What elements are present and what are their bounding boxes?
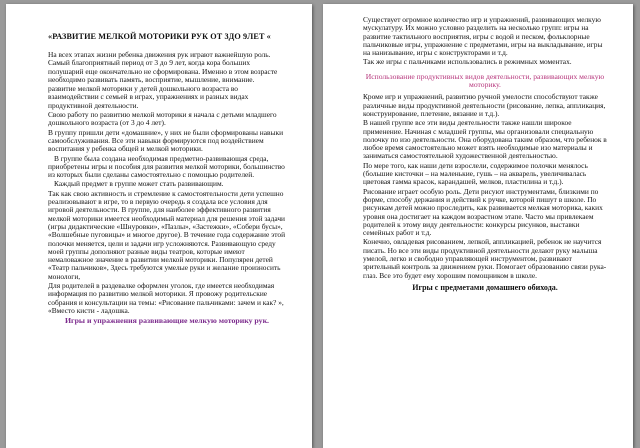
paragraph: Каждый предмет в группе может стать развивающим. [54, 179, 224, 189]
paragraph: Так же игры с пальчиками использовались в режимных моментах. [363, 57, 572, 67]
document-title: «РАЗВИТИЕ МЕЛКОЙ МОТОРИКИ РУК ОТ 3ДО 9ЛЕТ « [48, 32, 271, 41]
paragraph: Существует огромное количество игр и упражнений, развивающих мелкую мускулатуру. Их можно условно разделить на несколько групп: игры на развитие тактильного восприятия, игры с водой и песком, фольклорные пальчиковые игры, упражнение с предметами, игры на выкладывание, игры на нанизывание, игры с конструкторами и т.д. [363, 15, 603, 58]
paragraph: развитие мелкой моторики у детей дошкольного возраста во взаимодействии с семьей в играх, упражнениях и разных видах продуктивной деятельности. [48, 84, 249, 110]
paragraph: Для родителей в раздевалке оформлен уголок, где имеется необходимая информация по развитию мелкой моторики. Я провожу родительские собрания и консультации на темы: «Рисование пальчиками: зачем и как? », «Вместо кисти - ладошка. [48, 281, 284, 315]
paragraph: В группу пришли дети «домашние», у них не были сформированы навыки самообслуживания. Все эти навыки формируются под воздействием воспитания у ребенка общей и мелкой моторики. [48, 127, 284, 154]
section-heading-productive: Использование продуктивных видов деятельности, развивающих мелкую моторику. [365, 71, 605, 90]
paragraph: На всех этапах жизни ребенка движения рук играют важнейшую роль. Самый благоприятный период от 3 до 9 лет, когда кора больших полушарий еще окончательно не сформирована. Именно в этом возрасте необходимо развивать память, восприятие, мышление, внимание. [48, 50, 278, 84]
paragraph: В группе была создана необходимая предметно-развивающая среда, приобретены игры и пособия для развития мелкой моторики, большинство из которых были сделаны самостоятельно с помощью родителей. [48, 153, 285, 180]
paragraph: Кроме игр и упражнений, развитию ручной умелости способствуют также различные виды продуктивной деятельности (рисование, лепка, аппликация, конструирование, плетение, вязание и т.д.). [363, 92, 606, 118]
paragraph: Так как свою активность и стремление к самостоятельности дети успешно реализовывают в игре, то в первую очередь я создала все условия для игровой деятельности. В группе, для наиболее эффективного развития мелкой моторики имеется необходимый материал для решения этой задачи (игры дидактические «Шнуровки», «Пазлы», «Застежки», «Собери бусы», «Волшебные пуговицы» и многое другое). В течение года содержание этой полочки меняется, цели и задачи игр усложняются. Развивающую среду моей группы дополняют разные виды театров, которые имеют немаловажное значение в развитии мелкой моторики. Популярен детей «Театр пальчиков», Здесь требуются умелые руки и желание произносить монологи, [48, 188, 286, 281]
paragraph: В нашей группе все эти виды деятельности также нашли широкое применение. Начиная с младшей группы, мы организовали специальную полочку по изо деятельности. Она оборудована таким образом, что ребенок в любое время самостоятельно может взять необходимые изо материалы и заниматься самостоятельной художественной деятельностью. [363, 118, 607, 161]
document-page-right [323, 4, 633, 448]
document-page-left [6, 4, 312, 448]
section-heading-household: Игры с предметами домашнего обихода. [412, 282, 558, 292]
paragraph: Свою работу по развитию мелкой моторики я начала с детьми младшего дошкольного возраста (от 3 до 4 лет). [48, 110, 277, 128]
paragraph: Рисование играет особую роль. Дети рисуют инструментами, близкими по форме, способу держания и действий к ручке, которой пишут в школе. По рисункам детей можно проследить, как развивается мелкая моторика, каких уровня она достигает на каждом возрастном этапе. Часто мы привлекаем родителей к этому виду деятельности: конкурсы рисунков, выставки семейных работ и т.д. [363, 186, 603, 238]
section-heading-games: Игры и упражнения развивающие мелкую моторику рук. [64, 316, 270, 326]
paragraph: Конечно, овладевая рисованием, лепкой, аппликацией, ребенок не научится писать. Но все эти виды продуктивной деятельности делают руку малыша умелой, легко и свободно управляющей инструментом, развивают зрительный контроль за движением руки. Помогает образованию связи рука-глаз. Все это будет ему хорошим помощником в школе. [363, 237, 607, 280]
paragraph: По мере того, как наши дети взрослели, содержимое полочки менялось (большие кисточки – на маленькие, гушь – на акварель, увеличивалась цветовая гамма красок, карандашей, мелков, пластилина и т.д.). [363, 160, 588, 187]
